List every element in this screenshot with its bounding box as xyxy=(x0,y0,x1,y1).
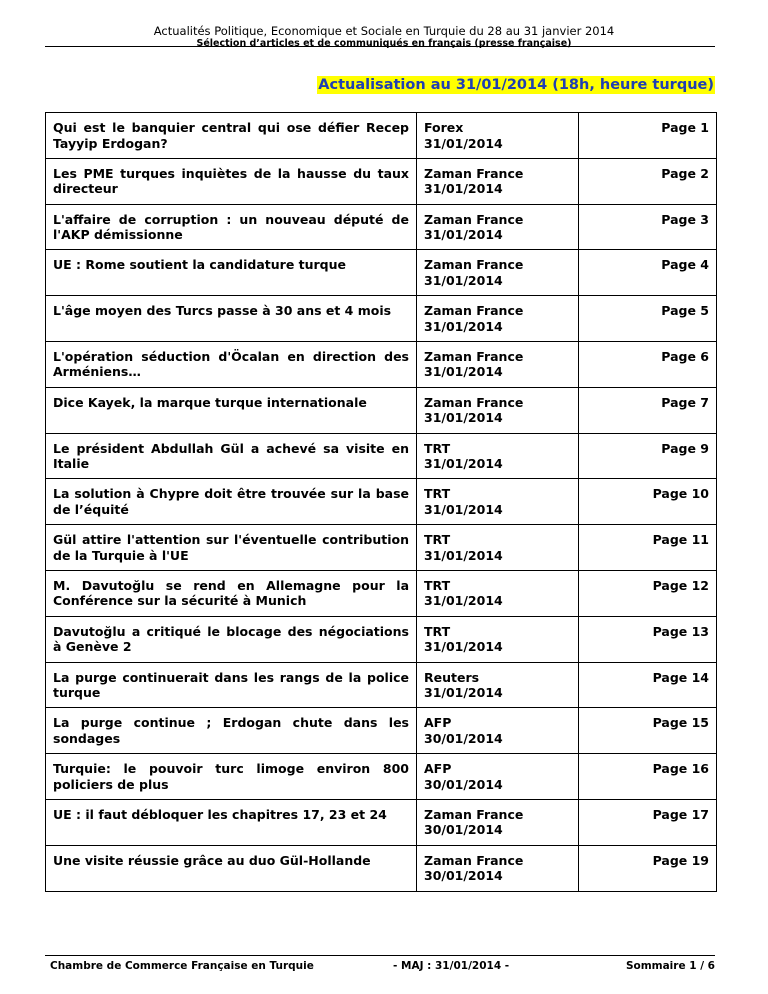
article-source: Zaman France xyxy=(424,257,524,273)
article-source: Zaman France xyxy=(424,806,524,822)
footer-page-number: Sommaire 1 / 6 xyxy=(625,960,715,972)
article-date: 31/01/2014 xyxy=(424,456,503,472)
article-date: 31/01/2014 xyxy=(424,593,503,609)
article-date: 30/01/2014 xyxy=(424,868,503,884)
article-title: Gül attire l'attention sur l'éventuelle contribution de la Turquie à l'UE xyxy=(46,525,417,571)
article-source-cell xyxy=(417,616,579,662)
update-note: Actualisation au 31/01/2014 (18h, heure turque) xyxy=(318,77,714,93)
table-row xyxy=(46,158,717,204)
article-page: Page 17 xyxy=(579,799,717,845)
article-source: AFP xyxy=(424,715,452,731)
article-source: Zaman France xyxy=(424,303,524,319)
article-date: 30/01/2014 xyxy=(424,822,503,838)
article-date: 30/01/2014 xyxy=(424,776,503,792)
article-source: Zaman France xyxy=(424,165,524,181)
article-title: Dice Kayek, la marque turque internationale xyxy=(46,387,417,433)
article-title: Une visite réussie grâce au duo Gül-Hollande xyxy=(46,845,417,891)
article-page: Page 7 xyxy=(579,387,717,433)
table-row xyxy=(46,754,717,800)
article-source: Reuters xyxy=(424,669,480,685)
article-title: Qui est le banquier central qui ose défier Recep Tayyip Erdogan? xyxy=(46,113,417,159)
article-source: Zaman France xyxy=(424,348,524,364)
article-source-cell xyxy=(417,754,579,800)
article-source-cell xyxy=(417,799,579,845)
table-row xyxy=(46,387,717,433)
article-source-cell xyxy=(417,296,579,342)
article-date: 31/01/2014 xyxy=(424,685,503,701)
article-source-cell xyxy=(417,341,579,387)
article-title: La purge continue ; Erdogan chute dans les sondages xyxy=(46,708,417,754)
table-row xyxy=(46,570,717,616)
article-source: TRT xyxy=(424,623,451,639)
article-source-cell xyxy=(417,204,579,250)
table-row xyxy=(46,204,717,250)
article-date: 31/01/2014 xyxy=(424,318,503,334)
article-date: 31/01/2014 xyxy=(424,181,503,197)
table-row xyxy=(46,113,717,159)
article-date: 31/01/2014 xyxy=(424,227,503,243)
article-source-cell xyxy=(417,570,579,616)
table-row xyxy=(46,616,717,662)
article-page: Page 3 xyxy=(579,204,717,250)
table-row xyxy=(46,799,717,845)
article-source: Zaman France xyxy=(424,211,524,227)
article-source-cell xyxy=(417,433,579,479)
article-date: 30/01/2014 xyxy=(424,730,503,746)
article-page: Page 16 xyxy=(579,754,717,800)
article-page: Page 19 xyxy=(579,845,717,891)
table-row xyxy=(46,845,717,891)
article-source: TRT xyxy=(424,486,451,502)
article-title: La purge continuerait dans les rangs de la police turque xyxy=(46,662,417,708)
table-row xyxy=(46,479,717,525)
article-source: AFP xyxy=(424,761,452,777)
article-date: 31/01/2014 xyxy=(424,135,503,151)
table-row xyxy=(46,708,717,754)
article-date: 31/01/2014 xyxy=(424,410,503,426)
article-title: Les PME turques inquiètes de la hausse du taux directeur xyxy=(46,158,417,204)
table-row xyxy=(46,433,717,479)
article-source-cell xyxy=(417,158,579,204)
article-source: Zaman France xyxy=(424,394,524,410)
article-source-cell xyxy=(417,479,579,525)
document-title: Actualités Politique, Economique et Sociale en Turquie du 28 au 31 janvier 2014 xyxy=(153,24,615,38)
article-date: 31/01/2014 xyxy=(424,501,503,517)
header-divider xyxy=(45,46,715,47)
article-source-cell xyxy=(417,250,579,296)
article-page: Page 15 xyxy=(579,708,717,754)
article-date: 31/01/2014 xyxy=(424,547,503,563)
article-page: Page 1 xyxy=(579,113,717,159)
article-source: TRT xyxy=(424,577,451,593)
article-page: Page 11 xyxy=(579,525,717,571)
article-page: Page 9 xyxy=(579,433,717,479)
table-row xyxy=(46,296,717,342)
footer-organization: Chambre de Commerce Française en Turquie xyxy=(50,960,314,972)
article-page: Page 2 xyxy=(579,158,717,204)
article-title: L'opération séduction d'Öcalan en direction des Arméniens… xyxy=(46,341,417,387)
article-source: TRT xyxy=(424,440,451,456)
article-date: 31/01/2014 xyxy=(424,364,503,380)
article-source-cell xyxy=(417,525,579,571)
document-subtitle: Sélection d’articles et de communiqués en français (presse française) xyxy=(196,38,572,49)
table-row xyxy=(46,250,717,296)
article-page: Page 10 xyxy=(579,479,717,525)
article-source-cell xyxy=(417,662,579,708)
footer-update-date: - MAJ : 31/01/2014 - xyxy=(393,960,510,972)
page-header xyxy=(0,0,768,50)
article-date: 31/01/2014 xyxy=(424,639,503,655)
article-source: TRT xyxy=(424,532,451,548)
article-page: Page 4 xyxy=(579,250,717,296)
table-of-contents xyxy=(45,112,717,892)
article-page: Page 14 xyxy=(579,662,717,708)
article-title: Davutoğlu a critiqué le blocage des négociations à Genève 2 xyxy=(46,616,417,662)
article-title: L'âge moyen des Turcs passe à 30 ans et 4 mois xyxy=(46,296,417,342)
article-title: Turquie: le pouvoir turc limoge environ 800 policiers de plus xyxy=(46,754,417,800)
article-source-cell xyxy=(417,387,579,433)
article-source: Zaman France xyxy=(424,852,524,868)
article-date: 31/01/2014 xyxy=(424,272,503,288)
footer-divider xyxy=(45,955,715,956)
article-source-cell xyxy=(417,845,579,891)
article-source-cell xyxy=(417,708,579,754)
article-source: Forex xyxy=(424,120,464,135)
article-page: Page 5 xyxy=(579,296,717,342)
article-title: M. Davutoğlu se rend en Allemagne pour la Conférence sur la sécurité à Munich xyxy=(46,570,417,616)
article-page: Page 13 xyxy=(579,616,717,662)
article-title: L'affaire de corruption : un nouveau député de l'AKP démissionne xyxy=(46,204,417,250)
table-row xyxy=(46,525,717,571)
article-title: UE : il faut débloquer les chapitres 17, 23 et 24 xyxy=(46,799,417,845)
table-row xyxy=(46,662,717,708)
article-title: Le président Abdullah Gül a achevé sa visite en Italie xyxy=(46,433,417,479)
table-row xyxy=(46,341,717,387)
article-source-cell xyxy=(417,113,579,159)
article-title: UE : Rome soutient la candidature turque xyxy=(46,250,417,296)
article-title: La solution à Chypre doit être trouvée sur la base de l’équité xyxy=(46,479,417,525)
article-page: Page 6 xyxy=(579,341,717,387)
article-page: Page 12 xyxy=(579,570,717,616)
